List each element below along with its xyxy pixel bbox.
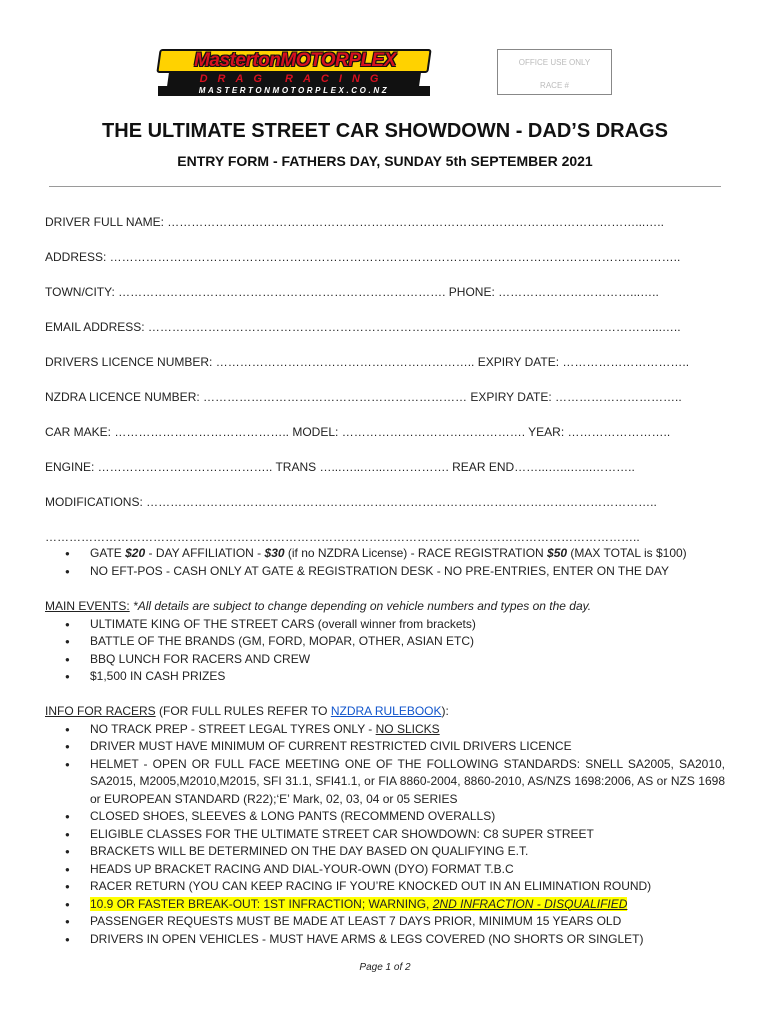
list-item: ● ULTIMATE KING OF THE STREET CARS (overall winner from brackets) [45,616,725,634]
page-number: Page 1 of 2 [359,962,411,973]
page-title: THE ULTIMATE STREET CAR SHOWDOWN - DAD’S DRAGS [102,120,668,142]
registration-price: $50 [547,546,568,560]
nzdra-rulebook-link[interactable]: NZDRA RULEBOOK [330,704,442,718]
info-list [45,721,725,949]
masterton-motorplex-logo [158,49,430,96]
list-item-classes: ● ELIGIBLE CLASSES FOR THE ULTIMATE STREET CAR SHOWDOWN: C8 SUPER STREET [45,826,725,844]
engine-details-field[interactable]: ENGINE: …………………………………….. TRANS …...…...…...……………. REAR END……...…...…...……….. [45,460,635,474]
car-details-field[interactable]: CAR MAKE: …………………………………….. MODEL: ………………………………………. YEAR: …………………….. [45,425,671,439]
nzdra-licence-field[interactable]: NZDRA LICENCE NUMBER: ………………………………………………………… EXPIRY DATE: ………………………….. [45,390,682,404]
list-item-format: ● HEADS UP BRACKET RACING AND DIAL-YOUR-OWN (DYO) FORMAT T.B.C [45,861,725,879]
main-events-note: *All details are subject to change depending on vehicle numbers and types on the day. [129,599,592,613]
info-heading: INFO FOR RACERS [45,704,156,718]
divider [49,186,721,187]
page-subtitle: ENTRY FORM - FATHERS DAY, SUNDAY 5th SEPTEMBER 2021 [177,153,593,169]
fee-text: GATE [90,546,126,560]
list-item: ● $1,500 IN CASH PRIZES [45,668,725,686]
list-item-passenger: ● PASSENGER REQUESTS MUST BE MADE AT LEAST 7 DAYS PRIOR, MINIMUM 15 YEARS OLD [45,913,725,931]
breakout-disqualified-text: 2ND INFRACTION - DISQUALIFIED [432,896,628,911]
tyres-text: NO TRACK PREP - STREET LEGAL TYRES ONLY - [90,721,376,736]
fees-list [45,545,725,580]
list-item-racer-return: ● RACER RETURN (YOU CAN KEEP RACING IF YOU’RE KNOCKED OUT IN AN ELIMINATION ROUND) [45,878,725,896]
list-item: ● BBQ LUNCH FOR RACERS AND CREW [45,651,725,669]
email-field[interactable]: EMAIL ADDRESS: ………………………………………………………………………………………………………………...….. [45,320,681,334]
fee-text: (MAX TOTAL is $100) [567,546,687,560]
logo-drag-racing: DRAG RACING [199,73,389,85]
list-item-helmet: ● HELMET - OPEN OR FULL FACE MEETING ONE OF THE FOLLOWING STANDARDS: SNELL SA2005, SA2010, SA2015, M2005,M2010,M2015, SFI 31.1, SFI41.1, or FIA 8860-2004, 8860-2010, AS/NZS 1698:2006, AS or NZS 1698 or EUROPEAN STANDARD (R22);‘E’ Mark, 02, 03, 04 or 05 SERIES [45,756,725,809]
main-events-list [45,616,725,686]
logo-wordmark: MastertonMOTORPLEX [194,50,396,71]
list-item-breakout [45,896,725,914]
list-item: ● BATTLE OF THE BRANDS (GM, FORD, MOPAR, OTHER, ASIAN ETC) [45,633,725,651]
breakout-text: 10.9 OR FASTER BREAK-OUT: 1ST INFRACTION; WARNING, [90,896,433,911]
list-item-gate-fees [45,545,725,563]
info-intro-end: ): [441,704,449,718]
office-use-label: OFFICE USE ONLY [518,58,591,67]
drivers-licence-field[interactable]: DRIVERS LICENCE NUMBER: ……………………………………………………….. EXPIRY DATE: ………………………….. [45,355,690,369]
main-events-heading: MAIN EVENTS: [45,599,130,613]
no-slicks-text: NO SLICKS [375,721,440,736]
main-events-section [45,598,725,686]
affiliation-price: $30 [264,546,285,560]
modifications-continued-field[interactable]: ………………………………………………………………………………………………………………………………….. [45,530,640,544]
logo-website: MASTERTONMOTORPLEX.CO.NZ [198,86,390,95]
town-phone-field[interactable]: TOWN/CITY: ………………………………………………………………………. PHONE: ……………………………...….. [45,285,659,299]
fee-text: (if no NZDRA License) - RACE REGISTRATION [284,546,548,560]
fees-list-block [45,545,725,580]
list-item-tyres [45,721,725,739]
race-number-label: RACE # [540,81,569,90]
fee-text: - DAY AFFILIATION - [145,546,265,560]
list-item-payment: ● NO EFT-POS - CASH ONLY AT GATE & REGISTRATION DESK - NO PRE-ENTRIES, ENTER ON THE DAY [45,563,725,581]
gate-price: $20 [125,546,146,560]
address-field[interactable]: ADDRESS: …………………………………………………………………………………………………………………………….. [45,250,681,264]
info-intro: (FOR FULL RULES REFER TO [155,704,331,718]
list-item-clothing: ● CLOSED SHOES, SLEEVES & LONG PANTS (RECOMMEND OVERALLS) [45,808,725,826]
list-item-licence: ● DRIVER MUST HAVE MINIMUM OF CURRENT RESTRICTED CIVIL DRIVERS LICENCE [45,738,725,756]
driver-name-field[interactable]: DRIVER FULL NAME: ………………………………………………………………………………………………………...….. [45,215,664,229]
list-item-brackets: ● BRACKETS WILL BE DETERMINED ON THE DAY BASED ON QUALIFYING E.T. [45,843,725,861]
list-item-open-vehicles: ● DRIVERS IN OPEN VEHICLES - MUST HAVE ARMS & LEGS COVERED (NO SHORTS OR SINGLET) [45,931,725,949]
info-heading-line [45,703,725,721]
main-events-heading-line [45,598,725,616]
modifications-field[interactable]: MODIFICATIONS: ……………………………………………………………………………………………………………….. [45,495,657,509]
info-for-racers-section [45,703,725,948]
office-use-box [497,49,612,95]
